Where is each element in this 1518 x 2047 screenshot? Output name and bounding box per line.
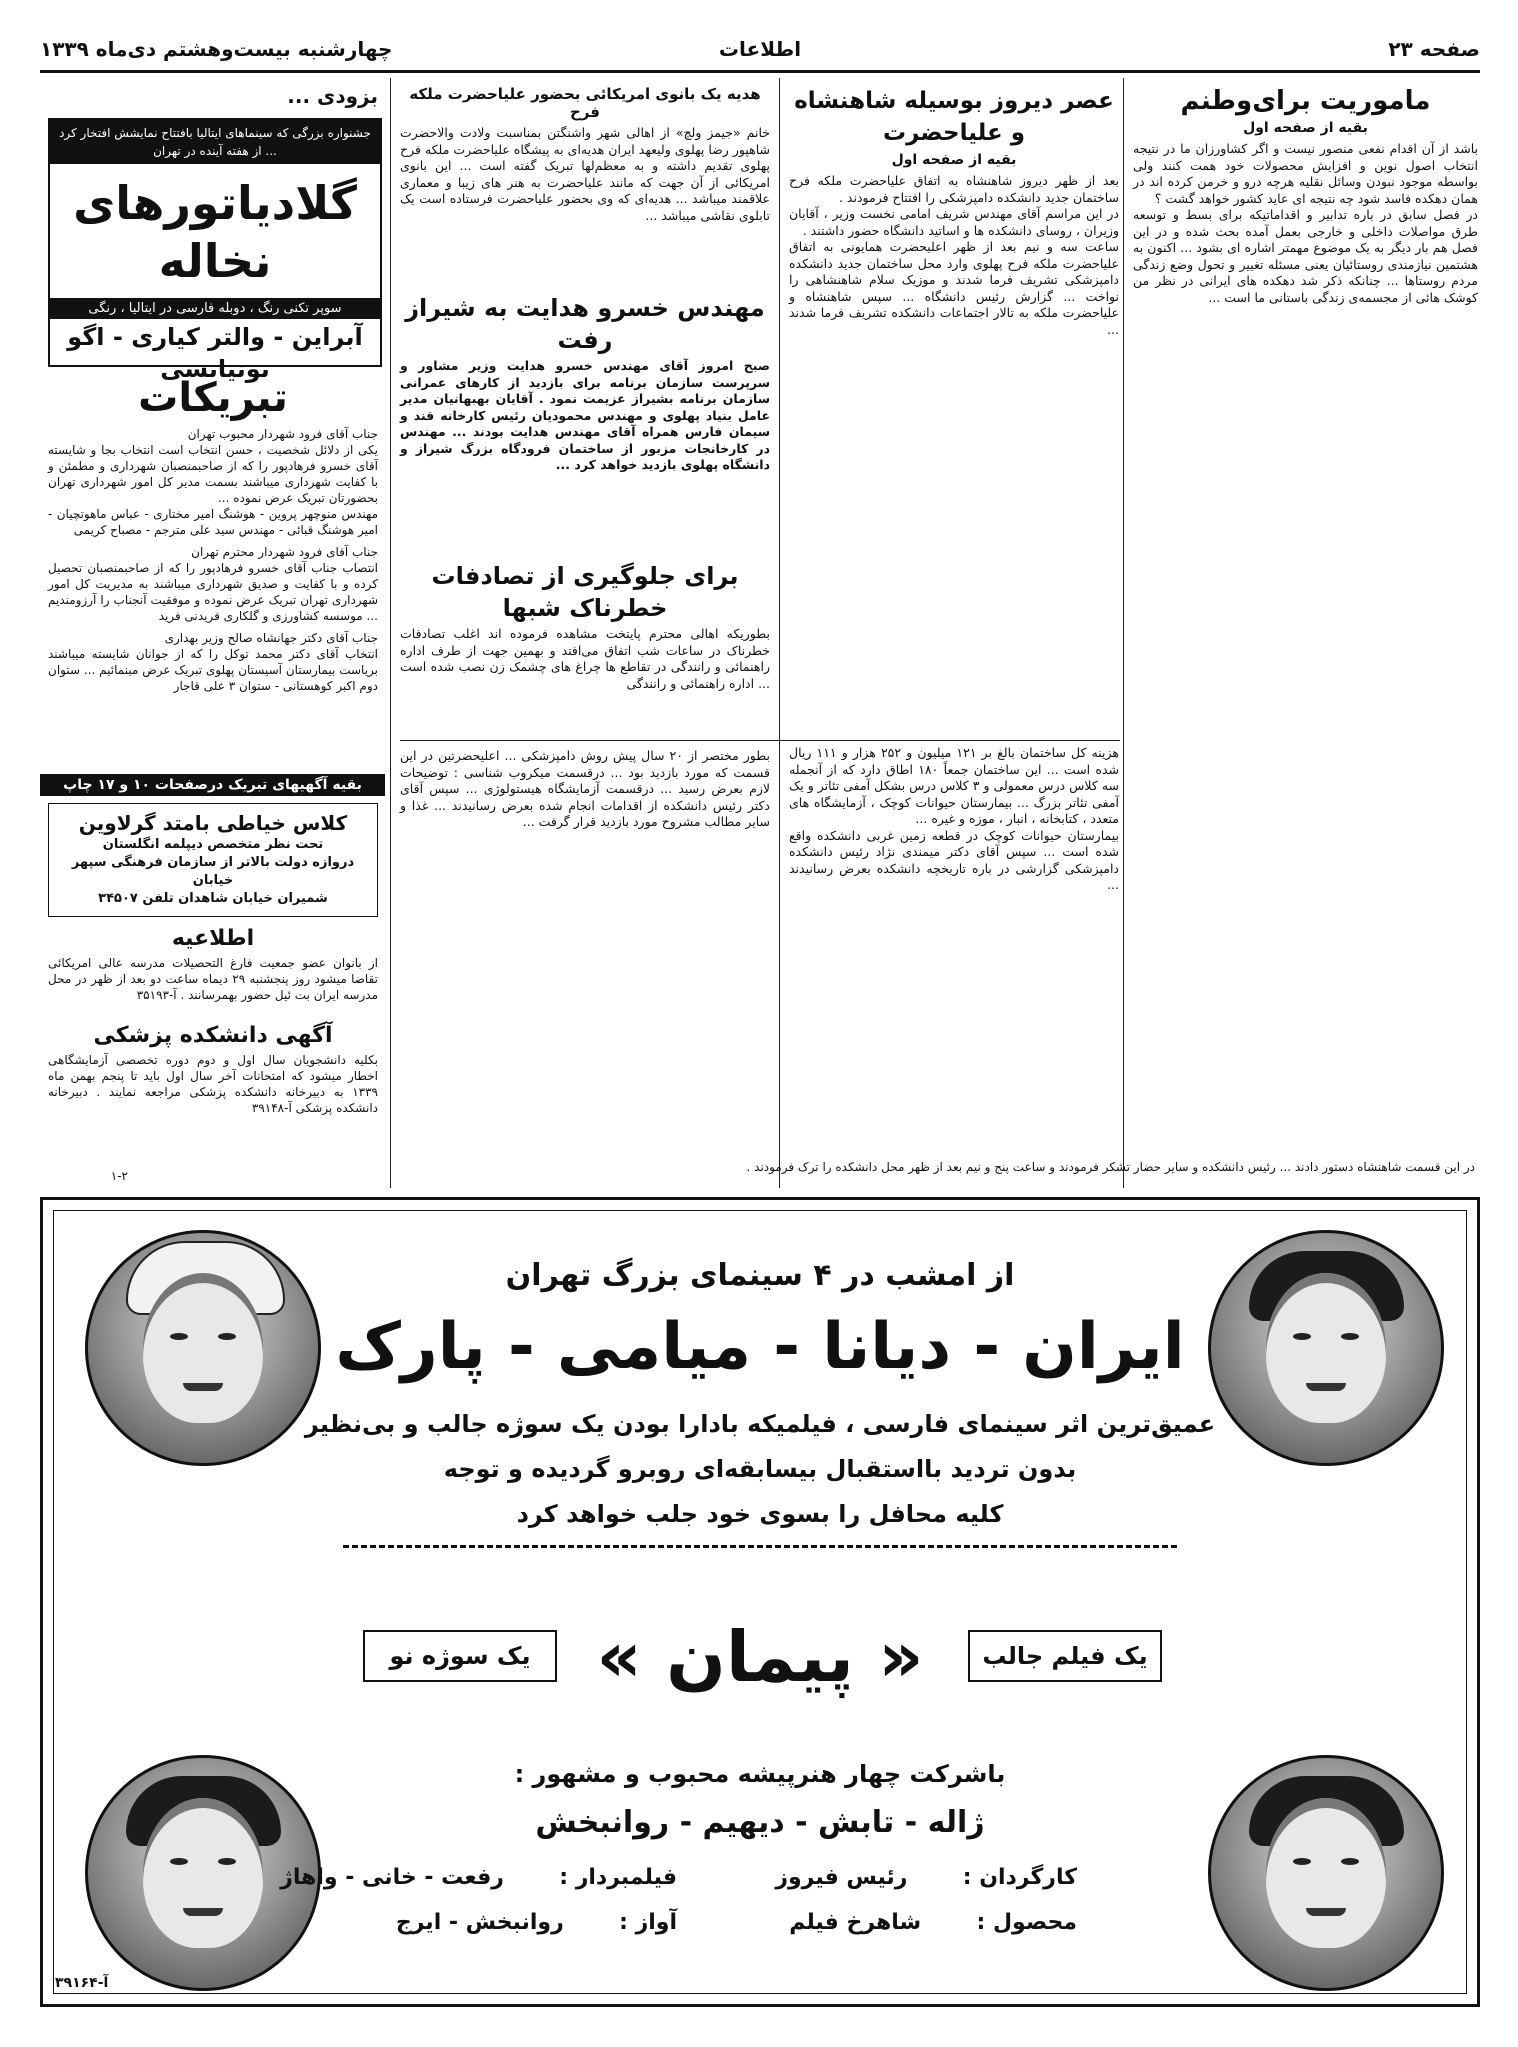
producer-name: شاهرخ فیلم <box>789 1910 922 1935</box>
movie-advertisement <box>40 1197 1480 2007</box>
article-faculty-body: هزینه کل ساختمان بالغ بر ۱۲۱ میلیون و ۲۵۲ هزار و ۱۱۱ ریال شده است ... این ساختمان جمعاً ۱۸۰ اطاق دارد که از آنجمله سه کلاس درس معمولی و ۳ کلاس درس بشکل آمفی تئاتر و یک آمفی تئاتر بزرگ ... بیمارستان حیوانات کوچک ، آزمایشگاه های متعدد ، کتابخانه ، انبار ، موزه و غیره ... بیمارستان حیوانات کوچک در قطعه زمین غربی دانشکده واقع شده است ... سپس آقای دکتر میمندی نژاد رئیس دانشکده دامپزشکی گزارشی در باره تاریخچه دانشکده بعرض رسانیدند ... <box>789 745 1119 892</box>
promo-subtitle: سوپر تکنی رنگ ، دوبله فارسی در ایتالیا ، رنگی <box>50 298 380 319</box>
article-bottom-mid-body: بطور مختصر از ۲۰ سال پیش روش دامپزشکی ... اعلیحضرتین در این قسمت که مورد بازدید بود ... درقسمت میکروب شناسی : توضیحات لازم بعرض رسید ... درقسمت آزمایشگاه هیستولوژی ... سپس آقای دکتر رئیس دانشکده از اقدامات انجام شده بعرض رسانیدند ... غذا و سایر مطالب مشروح مورد بازدید قرار گرفت ... <box>396 748 770 829</box>
director-label: کارگردان : <box>962 1865 1077 1890</box>
newspaper-name: اطلاعات <box>718 37 802 61</box>
page-number: صفحه ۲۳ <box>1388 37 1480 61</box>
ad-opening-line: از امشب در ۴ سینمای بزرگ تهران <box>505 1258 1015 1293</box>
section-rule <box>400 740 1120 741</box>
article-traffic <box>396 560 770 735</box>
ad-code: آ-۳۹۱۶۴ <box>55 1975 109 1991</box>
med-body: بکلیه دانشجویان سال اول و دوم دوره تخصصی آزمایشگاهی اخطار میشود که امتحانات آخر سال اول باید تا پنجم بهمن ماه ۱۳۳۹ به دبیرخانه دانشکده پزشکی مراجعه نمایند . دبیرخانه دانشکده پزشکی آ-۳۹۱۴۸ <box>44 1053 378 1115</box>
gladiators-promo <box>48 118 382 383</box>
article-faculty <box>789 745 1119 1185</box>
voice-label: آواز : <box>619 1910 677 1935</box>
soon-text: بزودی ... <box>287 84 378 108</box>
congratulations-section <box>48 370 378 770</box>
article-traffic-body: بطوریکه اهالی محترم پایتخت مشاهده فرموده اند اغلب تصادفات خطرناک در ساعات شب اتفاق می‌افتد و بهمین جهت از طرف اداره راهنمائی و رانندگی در تقاطع ها چراغ های چشمک زن نصب شده است ... اداره راهنمائی و رانندگی <box>396 626 770 691</box>
end-line-text: در این قسمت شاهنشاه دستور دادند ... رئیس دانشکده و سایر حضار تشکر فرمودند و ساعت پنج و نیم بعد از ظهر محل دانشکده را ترک فرمودند . <box>746 1160 1475 1174</box>
notice-body: از بانوان عضو جمعیت فارغ التحصیلات مدرسه عالی امریکائی تقاضا میشود روز پنجشنبه ۲۹ دیماه ساعت دو بعد از ظهر در محل مدرسه ایران بت ئیل حضور بهمرسانند . آ-۳۵۱۹۳ <box>44 956 378 1002</box>
article-mission-title: ماموریت برای‌وطنم <box>1180 86 1431 116</box>
article-traffic-title: برای جلوگیری از تصادفات خطرناک شبها <box>431 562 739 622</box>
column-rule <box>390 78 391 1188</box>
tailor-class-ad <box>48 803 378 917</box>
footer-code <box>48 1168 128 1186</box>
congrats-body-1: جناب آقای فرود شهردار محبوب تهران یکی از دلائل شخصیت ، حسن انتخاب است انتخاب بجا و شایسته آقای خسرو فرهادپور را که از صاحبمنصبان شهرداری و مطمئن و با کفایت شهرداری میباشند بسمت مدیر کل امور شهرداری تهران بحضورتان تبریک عرض نموده ... مهندس منوچهر پروین - هوشنگ امیر مختاری - عباس ماهوتچیان - امیر هوشنگ قبائی - مهندس سید علی مترجم - مصباح کریمی <box>48 427 378 537</box>
tag-new-story: یک سوژه نو <box>363 1630 557 1682</box>
article-mission <box>1133 85 1478 1185</box>
congrats-body-2: جناب آقای فرود شهردار محترم تهران انتصاب جناب آقای خسرو فرهادپور را که از صاحبمنصبان تحصیل کرده و با کفایت و صدیق شهرداری میباشند به مدیریت کل امور شهرداری تهران تبریک عرض نموده و موفقیت آنجناب را آرزومندیم ... موسسه کشاورزی و گلکاری فریدنی فرید <box>48 545 378 623</box>
ad-line-4: کلیه محافل را بسوی خود جلب خواهد کرد <box>516 1500 1004 1528</box>
article-engineer <box>395 292 770 542</box>
promo-banner: جشنواره بزرگی که سینماهای ایتالیا بافتتاح نمایشش افتخار کرد ... از هفته آینده در تهران <box>50 120 380 164</box>
article-gift-body: خانم «جیمز ولچ» از اهالی شهر واشنگتن بمناسبت ولادت والاحضرت شاهپور رضا پهلوی ولیعهد ایران هدیه‌ای به پیشگاه علیاحضرت ملکه فرح پهلوی تقدیم داشته و به معظم‌لها تبریک گفته است ... این بانوی امریکائی از آن جهت که مانند علیاحضرت به هنر های زیبا و معماری علاقمند میباشد ... هدیه‌ای که وی بحضور علیاحضرت فرستاده است یک تابلوی نقاشی میباشد ... <box>396 125 771 223</box>
article-king-title: عصر دیروز بوسیله شاهنشاه و علیاحضرت <box>794 88 1114 146</box>
article-bottom-mid <box>396 748 770 1188</box>
congrats-body-3: جناب آقای دکتر جهانشاه صالح وزیر بهداری انتخاب آقای دکتر محمد توکل را که از جوانان شایسته میباشند بریاست بیمارستان آسیستان پهلوی تبریک عرض مینمائیم ... ستوان دوم اکبر کوهستانی - ستوان ۳ علی قاجار <box>48 631 378 693</box>
article-mission-sub: بقیه از صفحه اول <box>1243 120 1368 136</box>
soon-label <box>48 84 378 114</box>
ad-cast-names: ژاله - تابش - دیهیم - روانبخش <box>535 1805 985 1840</box>
producer-label: محصول : <box>976 1910 1077 1935</box>
column-rule <box>1123 78 1124 1188</box>
ad-line-2: عمیق‌ترین اثر سینمای فارسی ، فیلمیکه بادارا بودن یک سوژه جالب و بی‌نظیر <box>304 1410 1216 1438</box>
article-gift-title: هدیه یک بانوی امریکائی بحضور علیاحضرت ملکه فرح <box>409 85 761 121</box>
tailor-line-3: شمیران خیابان شاهدان تلفن ۳۴۵۰۷ <box>98 891 328 906</box>
article-engineer-body: صبح امروز آقای مهندس خسرو هدایت وزیر مشاور و سرپرست سازمان برنامه برای بازدید از کارهای عمرانی سازمان برنامه بشیراز عزیمت نمود . آقایان بهبهانیان مدیر عامل بنیاد پهلوی و مهندس محمودیان رئیس کارخانه قند و سیمان فارس همراه آقای مهندس هدایت بودند ... مهندس در کارخانجات مزبور از ساختمان فرودگاه بزرگ شیراز و دانشگاه پهلوی بازدید خواهد کرد ... <box>395 358 770 472</box>
director-name: رئیس فیروز <box>775 1865 908 1890</box>
ad-line-3: بدون تردید بااستقبال بیسابقه‌ای روبرو گردیده و توجه <box>443 1455 1077 1483</box>
footer-code-text: ۱-۲ <box>110 1169 128 1183</box>
issue-date: چهارشنبه بیست‌وهشتم دی‌ماه ۱۳۳۹ <box>40 37 393 61</box>
notice-title: اطلاعیه <box>171 926 255 951</box>
column-rule <box>779 78 780 1188</box>
article-king-body: بعد از ظهر دیروز شاهنشاه به اتفاق علیاحضرت ملکه فرح ساختمان جدید دانشکده دامپزشکی را افتتاح فرمودند . در این مراسم آقای مهندس شریف امامی نخست وزیر ، آقایان وزیران ، روسای دانشکده ها و اساتید دانشگاه حضور داشتند . ساعت سه و نیم بعد از ظهر اعلیحضرت همایونی به اتفاق علیاحضرت ملکه فرح پهلوی وارد محل ساختمان جدید دانشکده دامپزشکی تشریف فرما شدند و موزیک سلام شاهنشاهی را نواخت ... گزارش رئیس دانشگاه ... سپس شاهنشاه و علیاحضرت ملکه به تالار اجتماعات دانشکده تشریف فرما شدند ... <box>789 173 1119 337</box>
article-gift <box>396 85 771 285</box>
tag-interesting-film: یک فیلم جالب <box>968 1630 1162 1682</box>
article-engineer-title: مهندس خسرو هدایت به شیراز رفت <box>405 294 765 354</box>
promo-title: گلادیاتورهای نخاله <box>73 176 357 288</box>
tailor-line-2: دروازه دولت بالاتر از سازمان فرهنگی سپهر خیابان <box>71 855 355 888</box>
congrats-title: تبریکات <box>138 375 288 421</box>
medical-faculty-notice <box>44 1022 378 1162</box>
tailor-title: کلاس خیاطی بامتد گرلاوین <box>78 811 348 835</box>
masthead <box>40 28 1480 73</box>
cinematographer-label: فیلمبردار : <box>559 1865 677 1890</box>
cinematographer-name: رفعت - خانی - واهاژ <box>280 1865 504 1890</box>
voice-credit <box>396 1910 677 1935</box>
voice-name: روانبخش - ایرج <box>395 1910 564 1935</box>
article-king <box>789 85 1119 735</box>
congrats-footer <box>40 774 385 815</box>
ad-with-cast: باشرکت چهار هنرپیشه محبوب و مشهور : <box>514 1760 1006 1788</box>
cinematographer-credit <box>280 1865 677 1890</box>
ad-divider <box>343 1545 1177 1548</box>
congrats-footer-text: بقیه آگهیهای تبریک درصفحات ۱۰ و ۱۷ چاپ گردیده است <box>63 777 362 815</box>
actor-photo-bottom-right <box>1208 1755 1444 1991</box>
promo-cast: آبراین - والتر کیاری - اگو تونیاتسی <box>67 323 363 383</box>
notice-section <box>44 925 378 1020</box>
tailor-line-1: تحت نظر متخصص دیپلمه انگلستان <box>102 837 324 852</box>
producer-credit <box>789 1910 1077 1935</box>
article-mission-body: باشد از آن اقدام نفعی منصور نیست و اگر کشاورزان ما در نتیجه‌ انتخاب اصول نوین و افزایش محصولات خود همت کنند ولی بواسطه موجود نبودن وسائل نقلیه هرچه درو و خرمن کرده اند در همان دهکده فاسد شود چه نتیجه ای عاید کشور خواهد گشت ؟ در فصل سابق در باره تدابیر و اقداماتیکه برای بسط و توسعه طرق مواصلات داخلی و خارجی بعمل آمده بحث شده و در این فصل هم بار دیگر به یک موضوع مهمتر اشاره ای بشود ... اکنون به هشتمین نیازمندی روستائیان یعنی مسئله تغییر و تحول وضع زندگی مردم روستاها ... چنانکه ذکر شد دهکده های ایرانی در نظر من کوشک هائی از مجسمه‌ی زندگی باستانی ما است ... <box>1133 141 1478 305</box>
ad-cinema-list: ایران - دیانا - میامی - پارک <box>335 1310 1185 1384</box>
med-title: آگهی دانشکده پزشکی <box>93 1023 333 1048</box>
film-title: « پیمان » <box>596 1616 924 1698</box>
end-line <box>400 1160 1475 1190</box>
article-king-sub: بقیه از صفحه اول <box>891 152 1017 168</box>
director-credit <box>775 1865 1077 1890</box>
